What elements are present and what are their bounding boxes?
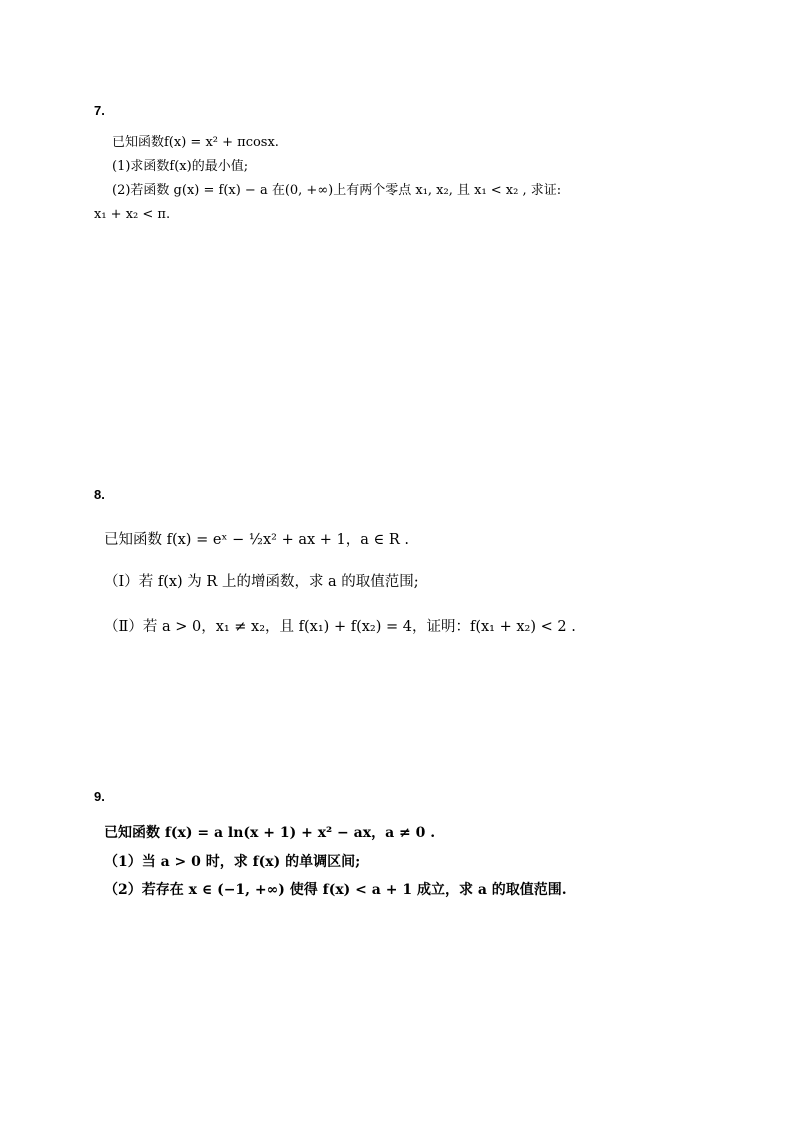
problem-7-number: 7. [94,103,105,118]
problem-7-part-2-continued: x₁ + x₂ < π. [94,207,171,222]
problem-7-part-1: (1)求函数f(x)的最小值; [112,159,249,174]
problem-8-statement: 已知函数 f(x) = eˣ − ½x² + ax + 1，a ∈ R . [104,532,409,548]
problem-9-part-2: （2）若存在 x ∈ (−1, +∞) 使得 f(x) < a + 1 成立，求 a 的取值范围. [104,882,567,898]
problem-8-part-1: （Ⅰ）若 f(x) 为 R 上的增函数，求 a 的取值范围; [104,574,419,590]
problem-7-statement: 已知函数f(x) = x² + πcosx. [112,135,279,150]
problem-7-part-2: (2)若函数 g(x) = f(x) − a 在(0, +∞)上有两个零点 x₁, x₂, 且 x₁ < x₂ , 求证: [112,183,562,198]
problem-8-number: 8. [94,487,105,502]
problem-9-part-1: （1）当 a > 0 时，求 f(x) 的单调区间; [104,854,361,870]
problem-9-statement: 已知函数 f(x) = a ln(x + 1) + x² − ax，a ≠ 0 . [104,825,436,841]
problem-8-part-2: （Ⅱ）若 a > 0，x₁ ≠ x₂，且 f(x₁) + f(x₂) = 4，证明：f(x₁ + x₂) < 2 . [104,619,576,635]
problem-9-number: 9. [94,789,105,804]
